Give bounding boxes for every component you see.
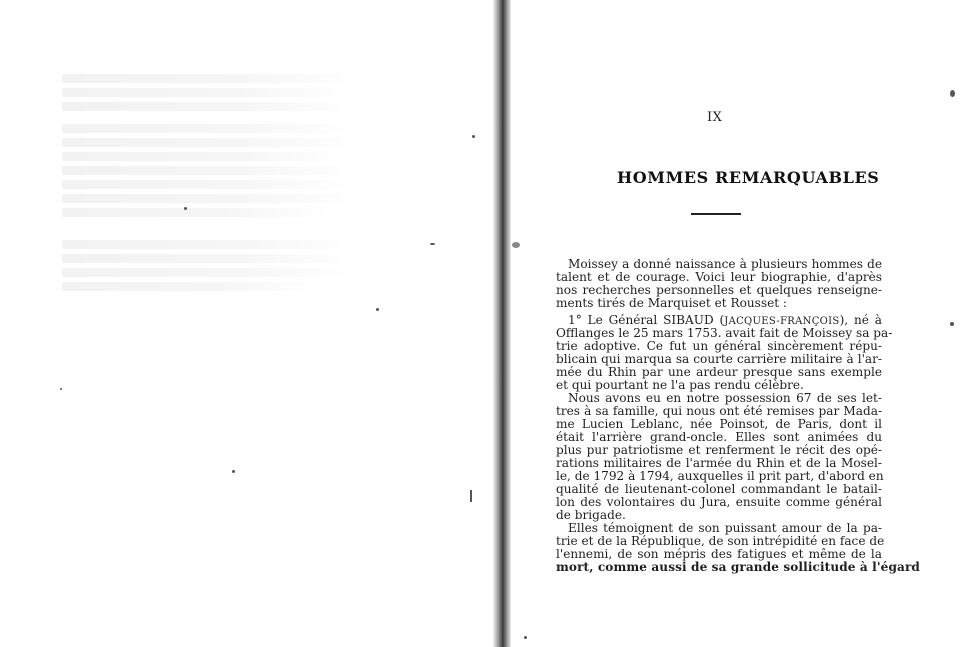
text-line: Offlanges le 25 mars 1753. avait fait de Moissey sa pa- [556,326,893,340]
chapter-number: IX [707,110,723,125]
paragraph [556,258,882,310]
bleed-through-mark [62,124,358,133]
text-line: Elles témoignent de son puissant amour de la pa- [568,521,882,535]
bleed-through-mark [62,268,352,277]
text-line: ments tirés de Marquiset et Rousset : [556,296,788,310]
chapter-title: HOMMES REMARQUABLES [617,168,880,187]
text-line: le, de 1792 à 1794, auxquelles il prit part, d'abord en [556,469,884,483]
ink-fleck [232,470,235,473]
text-line: lon des volontaires du Jura, ensuite comme général [556,495,882,509]
text-fragment: ), né à [839,313,882,327]
text-line: Nous avons eu en notre possession 67 de ses let- [568,391,882,405]
paragraph [556,392,882,522]
ink-fleck [524,636,527,639]
text-line: me Lucien Leblanc, née Poinsot, de Paris, dont il [556,417,882,431]
text-line: rations militaires de l'armée du Rhin et de la Mosel- [556,456,882,470]
body-text [556,257,920,574]
text-line: de brigade. [556,508,626,522]
ink-fleck [60,388,62,390]
text-line: qualité de lieutenant-colonel commandant le batail- [556,482,882,496]
ink-fleck [184,207,187,210]
paragraph [556,313,893,392]
bleed-through-mark [62,74,362,83]
text-line: trie et de la République, de son intrépidité en face de [556,534,885,548]
text-line: trie adoptive. Ce fut un général sincèrement répu- [556,339,882,353]
text-line: l'ennemi, de son mépris des fatigues et même de la [556,547,882,561]
ink-fleck [470,490,472,502]
title-divider [691,213,741,215]
ink-fleck [430,243,435,245]
bleed-through-mark [62,240,360,249]
bleed-through-mark [62,88,354,97]
bleed-through-mark [62,102,360,111]
paragraph [556,521,920,574]
text-line: blicain qui marqua sa courte carrière militaire à l'ar- [556,352,882,366]
text-fragment: 1° Le Général SIBAUD ( [568,313,725,327]
text-line: talent et de courage. Voici leur biographie, d'après [556,270,882,284]
ink-fleck [950,90,955,97]
ink-fleck [950,322,954,326]
text-line: Moissey a donné naissance à plusieurs hommes de [568,257,882,271]
ink-fleck [512,242,520,248]
text-line: tres à sa famille, qui nous ont été remises par Mada- [556,404,882,418]
text-line: était l'arrière grand-oncle. Elles sont animées du [556,430,882,444]
ink-fleck [472,135,475,138]
bleed-through-mark [62,152,350,161]
text-line: plus pur patriotisme et renferment le récit des opé- [556,443,882,457]
text-line: mort, comme aussi de sa grande sollicitude à l'égard [556,560,920,574]
book-gutter [493,0,511,647]
text-line: mée du Rhin par une ardeur presque sans exemple [556,365,882,379]
smallcaps-name: JACQUES-FRANÇOIS [724,316,840,327]
bleed-through-mark [62,194,362,203]
text-line: et qui pourtant ne l'a pas rendu célèbre. [556,378,804,392]
ink-fleck [376,308,379,311]
bleed-through-mark [62,166,362,175]
bleed-through-mark [62,180,356,189]
bleed-through-mark [62,282,322,291]
text-line: nos recherches personnelles et quelques renseigne- [556,283,882,297]
bleed-through-mark [62,138,362,147]
bleed-through-mark [62,208,332,217]
bleed-through-mark [62,254,362,263]
